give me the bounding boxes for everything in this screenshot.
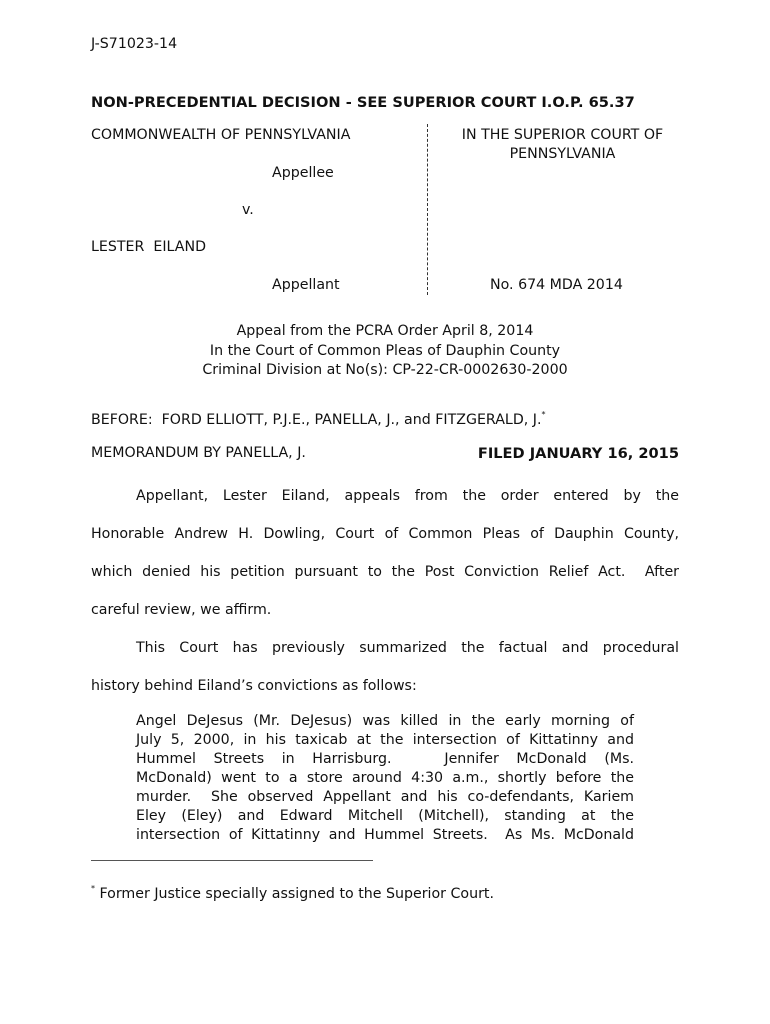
paragraph-line: careful review, we affirm.	[91, 602, 272, 618]
paragraph-line: This Court has previously summarized the factual and procedural	[136, 640, 679, 656]
caption-divider	[427, 124, 428, 295]
appeal-info-line: Criminal Division at No(s): CP-22-CR-0002630-2000	[202, 362, 568, 378]
paragraph-line: which denied his petition pursuant to the Post Conviction Relief Act. After	[91, 564, 679, 580]
footnote-text: Former Justice specially assigned to the Superior Court.	[95, 886, 495, 902]
quote-line: Hummel Streets in Harrisburg. Jennifer McDonald (Ms.	[136, 751, 634, 767]
appellant-role: Appellant	[272, 277, 340, 293]
panel-judges: BEFORE: FORD ELLIOTT, P.J.E., PANELLA, J., and FITZGERALD, J.	[91, 412, 542, 428]
quote-line: murder. She observed Appellant and his co-defendants, Kariem	[136, 789, 634, 805]
filed-date: FILED JANUARY 16, 2015	[477, 445, 679, 462]
court-name-line2: PENNSYLVANIA	[509, 146, 616, 162]
appellee-role: Appellee	[272, 165, 334, 181]
case-number: No. 674 MDA 2014	[490, 277, 623, 293]
quote-line: Angel DeJesus (Mr. DeJesus) was killed in the early morning of	[136, 713, 634, 729]
appellee-party: COMMONWEALTH OF PENNSYLVANIA	[91, 127, 351, 143]
quote-line: July 5, 2000, in his taxicab at the intersection of Kittatinny and	[136, 732, 634, 748]
paragraph-line: history behind Eiland’s convictions as follows:	[91, 678, 417, 694]
block-quote	[136, 712, 634, 845]
footnote-reference[interactable]: *	[541, 410, 546, 419]
footnote-mark: *	[91, 884, 95, 893]
footnote-divider	[91, 860, 373, 861]
footnote	[91, 886, 494, 902]
paragraph-line: Appellant, Lester Eiland, appeals from the order entered by the	[136, 488, 679, 504]
non-precedential-notice: NON-PRECEDENTIAL DECISION - SEE SUPERIOR COURT I.O.P. 65.37	[91, 94, 635, 111]
versus-label: v.	[242, 202, 254, 218]
body-paragraph-2	[91, 638, 679, 714]
docket-code: J-S71023-14	[91, 36, 178, 52]
court-name-line1: IN THE SUPERIOR COURT OF	[461, 127, 664, 143]
quote-line: McDonald) went to a store around 4:30 a.m., shortly before the	[136, 770, 634, 786]
appellant-party: LESTER EILAND	[91, 239, 207, 255]
appeal-info-line: Appeal from the PCRA Order April 8, 2014	[236, 323, 534, 339]
appeal-info-line: In the Court of Common Pleas of Dauphin County	[209, 343, 561, 359]
body-paragraph-1	[91, 486, 679, 638]
memorandum-author: MEMORANDUM BY PANELLA, J.	[91, 445, 306, 461]
panel-line	[91, 412, 545, 428]
quote-line: Eley (Eley) and Edward Mitchell (Mitchell), standing at the	[136, 808, 634, 824]
paragraph-line: Honorable Andrew H. Dowling, Court of Common Pleas of Dauphin County,	[91, 526, 679, 542]
quote-line: intersection of Kittatinny and Hummel Streets. As Ms. McDonald	[136, 827, 634, 843]
